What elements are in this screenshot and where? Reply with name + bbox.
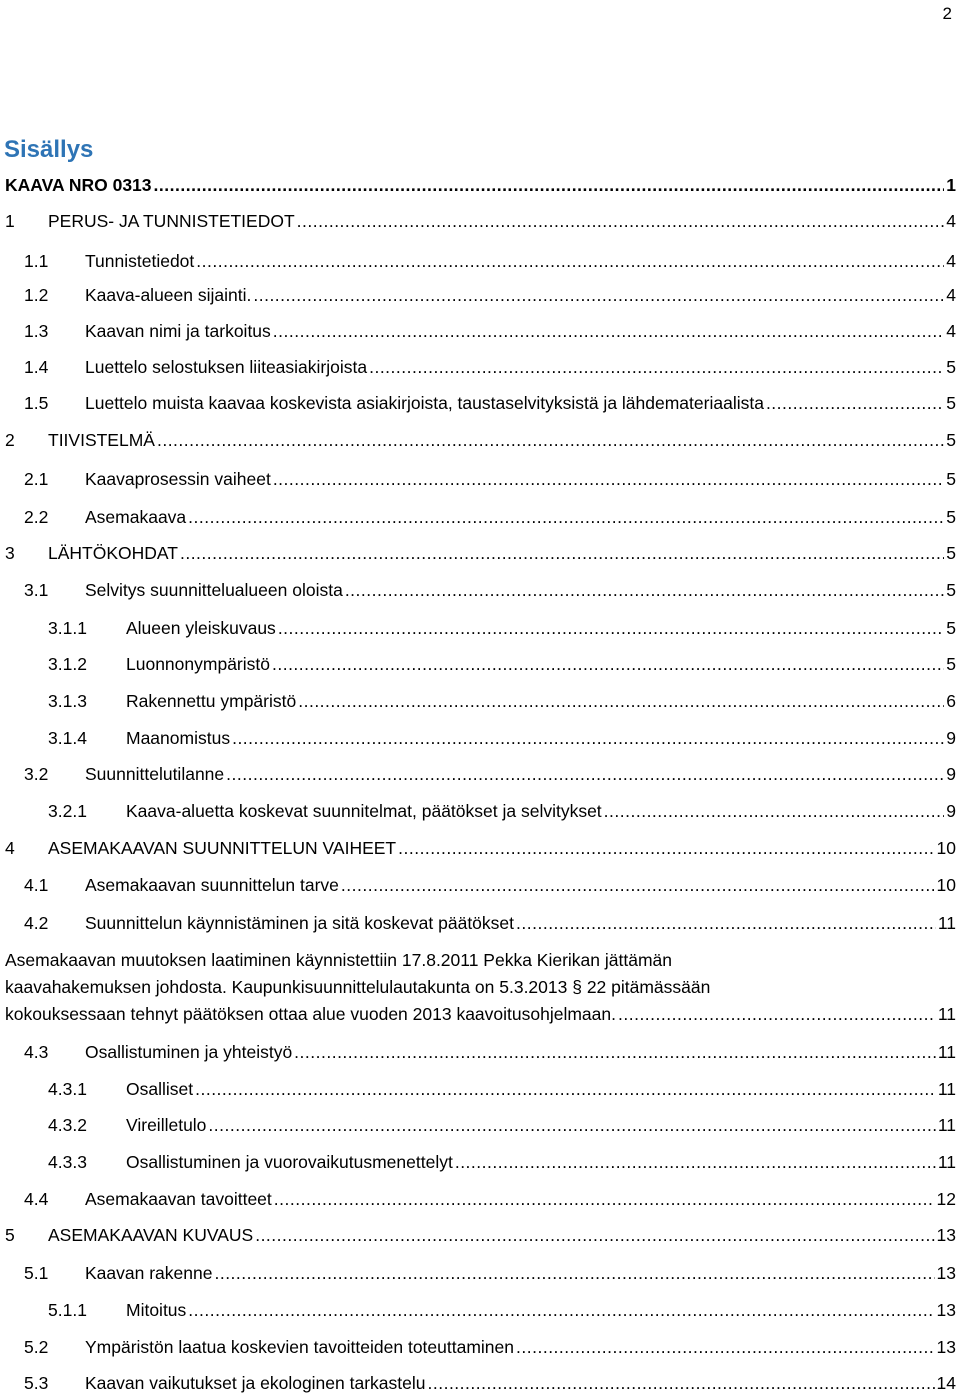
- toc-entry-main: [126, 688, 956, 714]
- toc-leader: [188, 504, 944, 530]
- toc-entry-title: Asemakaavan tavoitteet: [85, 1189, 272, 1209]
- toc-entry[interactable]: [0, 318, 960, 344]
- toc-leader: [196, 248, 944, 274]
- toc-entry-page: 5: [946, 543, 956, 563]
- toc-entry-number: 3.1.4: [48, 728, 87, 748]
- toc-entry[interactable]: [0, 427, 960, 453]
- toc-leader: [208, 1112, 935, 1138]
- toc-entry-line: Asemakaavan muutoksen laatiminen käynnistettiin 17.8.2011 Pekka Kierikan jättämän: [5, 950, 672, 970]
- toc-entry[interactable]: [0, 872, 960, 898]
- toc-entry-main: [85, 282, 956, 308]
- toc-entry-page: 12: [936, 1189, 956, 1209]
- toc-entry-page: 5: [946, 430, 956, 450]
- toc-entry[interactable]: [0, 282, 960, 308]
- toc-entry-main: [126, 651, 956, 677]
- toc-entry[interactable]: [0, 1260, 960, 1286]
- toc-entry-page: 13: [936, 1300, 956, 1320]
- toc-entry-title: TIIVISTELMÄ: [48, 430, 155, 450]
- toc-entry-number: 1.5: [24, 393, 49, 413]
- toc-entry[interactable]: [0, 1222, 960, 1248]
- toc-leader: [345, 577, 944, 603]
- toc-entry-page: 9: [946, 801, 956, 821]
- toc-entry-page: 5: [946, 507, 956, 527]
- toc-entry-page: 4: [946, 211, 956, 231]
- toc-leader: [455, 1149, 936, 1175]
- toc-entry-number: 4.3.1: [48, 1079, 87, 1099]
- toc-entry-number: 4.3.2: [48, 1115, 87, 1135]
- toc-entry[interactable]: [0, 208, 960, 234]
- toc-leader: [232, 725, 944, 751]
- toc-entry[interactable]: [0, 835, 960, 861]
- toc-entry-main: [85, 1186, 956, 1212]
- toc-entry[interactable]: [0, 1076, 960, 1102]
- toc-entry[interactable]: [0, 1370, 960, 1396]
- toc-entry-page: 13: [936, 1225, 956, 1245]
- toc-entry-title: Rakennettu ympäristö: [126, 691, 297, 711]
- toc-entry-main: [85, 1370, 956, 1396]
- toc-leader: [298, 688, 944, 714]
- toc-entry-title: Kaavaprosessin vaiheet: [85, 469, 271, 489]
- toc-leader: [214, 1260, 934, 1286]
- toc-entry-title: Kaava-alueen sijainti.: [85, 285, 252, 305]
- toc-entry[interactable]: [0, 172, 960, 198]
- toc-entry[interactable]: [0, 1297, 960, 1323]
- toc-leader: [180, 540, 944, 566]
- toc-entry-title: LÄHTÖKOHDAT: [48, 543, 178, 563]
- toc-entry-title: Kaavan rakenne: [85, 1263, 213, 1283]
- toc-entry-page: 4: [946, 251, 956, 271]
- toc-entry-title: Kaavan vaikutukset ja ekologinen tarkastelu: [85, 1373, 426, 1393]
- toc-entry-number: 5.1.1: [48, 1300, 87, 1320]
- toc-entry-title: Luettelo selostuksen liiteasiakirjoista: [85, 357, 368, 377]
- toc-entry-page: 6: [946, 691, 956, 711]
- toc-entry-title: Selvitys suunnittelualueen oloista: [85, 580, 343, 600]
- toc-entry[interactable]: [0, 577, 960, 603]
- toc-entry-title: Asemakaavan suunnittelun tarve: [85, 875, 339, 895]
- toc-leader: [255, 1222, 934, 1248]
- toc-entry-number: 2: [5, 430, 15, 450]
- toc-entry-page: 1: [946, 175, 956, 195]
- toc-entry-main: [85, 872, 956, 898]
- toc-entry-number: 2.2: [24, 507, 49, 527]
- toc-entry-number: 4.2: [24, 913, 49, 933]
- toc-entry[interactable]: [0, 1039, 960, 1065]
- toc-entry-title: Suunnittelutilanne: [85, 764, 225, 784]
- toc-leader: [188, 1297, 934, 1323]
- toc-entry-title: Alueen yleiskuvaus: [126, 618, 276, 638]
- toc-leader: [604, 798, 945, 824]
- toc-entry-page: 4: [946, 285, 956, 305]
- toc-entry-number: 5.1: [24, 1263, 49, 1283]
- toc-entry-title: Luettelo muista kaavaa koskevista asiakirjoista, taustaselvityksistä ja lähdemateriaalista: [85, 393, 764, 413]
- toc-entry-main: [85, 1039, 956, 1065]
- toc-entry-main: [85, 910, 956, 936]
- toc-entry-main: [85, 354, 956, 380]
- toc-entry-number: 1.3: [24, 321, 49, 341]
- toc-entry-number: 4.3.3: [48, 1152, 87, 1172]
- toc-entry-main: [85, 577, 956, 603]
- toc-leader: [273, 466, 944, 492]
- toc-entry-main: [85, 761, 956, 787]
- toc-leader: [154, 172, 945, 198]
- toc-entry[interactable]: [0, 1186, 960, 1212]
- toc-leader: [369, 354, 944, 380]
- toc-entry-number: 3.1: [24, 580, 49, 600]
- toc-entry-title: Osallistuminen ja yhteistyö: [85, 1042, 293, 1062]
- toc-entry-main: [85, 466, 956, 492]
- toc-entry-main: [85, 504, 956, 530]
- toc-entry-page: 11: [937, 1152, 956, 1172]
- toc-entry-number: 3.1.1: [48, 618, 87, 638]
- toc-entry-title: Tunnistetiedot: [85, 251, 195, 271]
- toc-entry-main: [85, 318, 956, 344]
- toc-leader: [272, 651, 944, 677]
- toc-leader: [273, 318, 944, 344]
- toc-entry-page: 11: [937, 1004, 956, 1024]
- toc-entry-number: 5.2: [24, 1337, 49, 1357]
- toc-entry[interactable]: [0, 798, 960, 824]
- toc-entry-number: 1.2: [24, 285, 49, 305]
- toc-entry-last-line: [5, 1001, 956, 1028]
- toc-entry-page: 11: [937, 913, 956, 933]
- toc-entry-number: 1.1: [24, 251, 49, 271]
- toc-entry[interactable]: [0, 651, 960, 677]
- toc-entry-main: [126, 725, 956, 751]
- toc-entry[interactable]: [0, 761, 960, 787]
- toc-entry[interactable]: [0, 390, 960, 416]
- toc-entry-page: 5: [946, 580, 956, 600]
- toc-entry-line: kaavahakemuksen johdosta. Kaupunkisuunnittelulautakunta on 5.3.2013 § 22 pitämässään: [5, 977, 711, 997]
- toc-leader: [398, 835, 934, 861]
- toc-entry-number: 4: [5, 838, 15, 858]
- toc-entry-main: [48, 1222, 956, 1248]
- toc-entry-number: 5: [5, 1225, 15, 1245]
- toc-entry-main: [48, 427, 956, 453]
- toc-entry[interactable]: [0, 504, 960, 530]
- toc-entry-title: Vireilletulo: [126, 1115, 207, 1135]
- toc-leader: [274, 1186, 935, 1212]
- toc-entry-title: Kaava-aluetta koskevat suunnitelmat, päätökset ja selvitykset: [126, 801, 602, 821]
- toc-entry-page: 5: [946, 469, 956, 489]
- toc-entry-main: [48, 835, 956, 861]
- toc-entry-number: 3.1.2: [48, 654, 87, 674]
- toc-entry-page: 11: [937, 1042, 956, 1062]
- toc-entry[interactable]: [0, 1334, 960, 1360]
- toc-entry-main: [85, 248, 956, 274]
- toc-entry-title: Ympäristön laatua koskevien tavoitteiden toteuttaminen: [85, 1337, 515, 1357]
- toc-entry-title: Maanomistus: [126, 728, 231, 748]
- toc-entry-number: 3.2.1: [48, 801, 87, 821]
- toc-entry-page: 11: [937, 1079, 956, 1099]
- toc-entry[interactable]: [0, 466, 960, 492]
- toc-leader: [766, 390, 944, 416]
- toc-leader: [253, 282, 944, 308]
- toc-entry-title: PERUS- JA TUNNISTETIEDOT: [48, 211, 295, 231]
- toc-entry-number: 2.1: [24, 469, 49, 489]
- toc-entry-page: 5: [946, 357, 956, 377]
- toc-entry-title: KAAVA NRO 0313: [5, 175, 152, 195]
- toc-entry-title: ASEMAKAAVAN SUUNNITTELUN VAIHEET: [48, 838, 397, 858]
- toc-entry-number: 4.4: [24, 1189, 49, 1209]
- toc-entry-page: 5: [946, 654, 956, 674]
- toc-entry-title: Luonnonympäristö: [126, 654, 270, 674]
- toc-entry[interactable]: [0, 540, 960, 566]
- toc-leader: [618, 1001, 936, 1028]
- toc-entry-number: 5.3: [24, 1373, 49, 1393]
- toc-entry-number: 3: [5, 543, 15, 563]
- toc-entry-number: 1.4: [24, 357, 49, 377]
- toc-entry-main: [85, 1334, 956, 1360]
- toc-entry-page: 13: [936, 1263, 956, 1283]
- toc-entry-page: 10: [936, 875, 956, 895]
- toc-entry-title: Osallistuminen ja vuorovaikutusmenettelyt: [126, 1152, 453, 1172]
- toc-entry[interactable]: [0, 725, 960, 751]
- toc-entry[interactable]: [0, 615, 960, 641]
- toc-entry[interactable]: [0, 1112, 960, 1138]
- toc-leader: [278, 615, 944, 641]
- toc-leader: [195, 1076, 936, 1102]
- toc-entry-number: 4.3: [24, 1042, 49, 1062]
- toc-entry-main: [5, 172, 956, 198]
- toc-entry-main: [126, 1112, 956, 1138]
- toc-leader: [297, 208, 945, 234]
- toc-entry-main: [48, 540, 956, 566]
- toc-entry-title: Mitoitus: [126, 1300, 187, 1320]
- toc-entry-page: 5: [946, 618, 956, 638]
- toc-entry-main: [126, 615, 956, 641]
- toc-entry-main: [126, 1297, 956, 1323]
- toc-entry-number: 3.1.3: [48, 691, 87, 711]
- toc-leader: [341, 872, 935, 898]
- toc-leader: [157, 427, 944, 453]
- toc-entry-title: ASEMAKAAVAN KUVAUS: [48, 1225, 254, 1245]
- toc-entry-main: [126, 798, 956, 824]
- page-number: 2: [942, 4, 952, 23]
- toc-entry-multiline[interactable]: [5, 947, 956, 1028]
- toc-title: Sisällys: [4, 136, 94, 163]
- toc-entry-number: 1: [5, 211, 15, 231]
- toc-leader: [226, 761, 944, 787]
- toc-entry[interactable]: [0, 1149, 960, 1175]
- toc-entry-page: 9: [946, 764, 956, 784]
- toc-leader: [516, 910, 936, 936]
- toc-entry-page: 5: [946, 393, 956, 413]
- toc-entry-page: 4: [946, 321, 956, 341]
- toc-entry-main: [126, 1076, 956, 1102]
- toc-entry-main: [126, 1149, 956, 1175]
- toc-entry[interactable]: [0, 354, 960, 380]
- toc-entry-main: [85, 1260, 956, 1286]
- toc-entry-page: 10: [936, 838, 956, 858]
- toc-entry-title: Asemakaava: [85, 507, 187, 527]
- toc-entry[interactable]: [0, 688, 960, 714]
- toc-entry-main: [85, 390, 956, 416]
- toc-entry-page: 13: [936, 1337, 956, 1357]
- toc-leader: [428, 1370, 935, 1396]
- toc-entry-page: 11: [937, 1115, 956, 1135]
- toc-leader: [294, 1039, 936, 1065]
- toc-entry-number: 3.2: [24, 764, 49, 784]
- toc-entry-page: 9: [946, 728, 956, 748]
- toc-entry-line: kokouksessaan tehnyt päätöksen ottaa alue vuoden 2013 kaavoitusohjelmaan.: [5, 1004, 616, 1024]
- toc-entry-title: Suunnittelun käynnistäminen ja sitä koskevat päätökset: [85, 913, 515, 933]
- toc-entry-title: Kaavan nimi ja tarkoitus: [85, 321, 271, 341]
- toc-entry[interactable]: [0, 248, 960, 274]
- toc-entry-page: 14: [936, 1373, 956, 1393]
- toc-leader: [516, 1334, 935, 1360]
- toc-entry-number: 4.1: [24, 875, 49, 895]
- toc-entry-main: [48, 208, 956, 234]
- toc-entry-title: Osalliset: [126, 1079, 194, 1099]
- toc-entry[interactable]: [0, 910, 960, 936]
